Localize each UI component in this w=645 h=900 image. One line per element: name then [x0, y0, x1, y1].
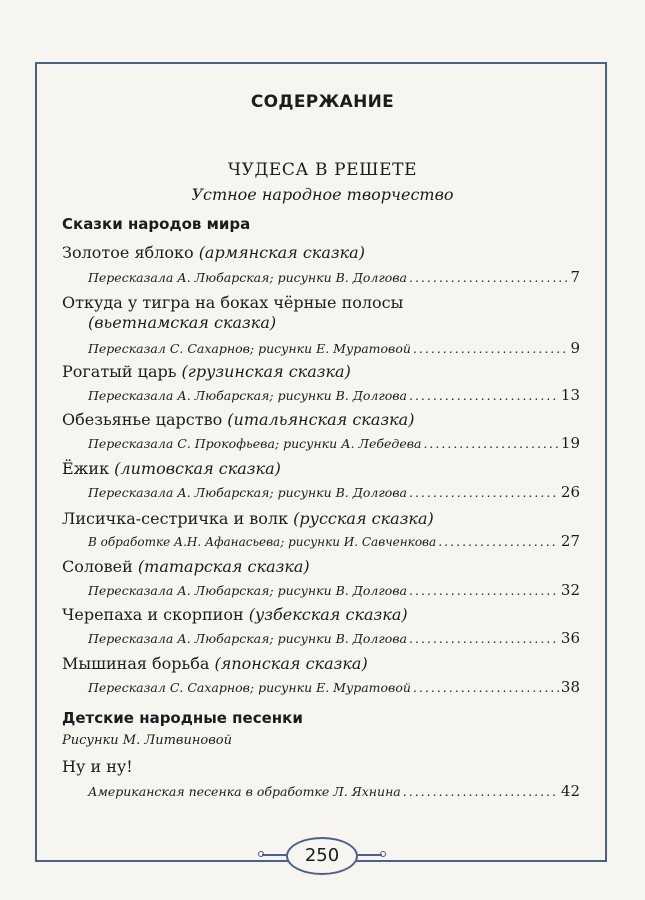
entry-title-text: Откуда у тигра на боках чёрные полосы [62, 293, 404, 312]
entry-title-text: Обезьянье царство [62, 410, 223, 429]
leader-dots [403, 784, 559, 799]
entry-title-text: Рогатый царь [62, 362, 177, 381]
entry-title-text: Лисичка-сестричка и волк [62, 509, 289, 528]
toc-entry-note-line [88, 313, 276, 332]
entry-title-text: Ёжик [62, 459, 110, 478]
leader-dots [409, 583, 559, 598]
entry-title-text: Соловей [62, 557, 133, 576]
page-ref: 7 [570, 268, 580, 286]
entry-title-text: Ну и ну! [62, 757, 133, 776]
toc-heading: СОДЕРЖАНИЕ [250, 92, 395, 112]
leader-dots [438, 534, 559, 549]
toc-entry-credit [88, 532, 580, 550]
entry-note: (вьетнамская сказка) [88, 313, 277, 332]
toc-entry-credit [88, 782, 580, 800]
credit-text: Пересказал С. Сахарнов; рисунки Е. Муратовой [88, 341, 411, 356]
page-ref: 19 [560, 434, 580, 452]
page-ref: 9 [570, 339, 580, 357]
page-ref: 13 [560, 386, 580, 404]
leader-dots [409, 631, 559, 646]
section-heading-songs: Детские народные песенки [62, 709, 303, 727]
page-ref: 38 [560, 678, 580, 696]
toc-entry-title[interactable] [62, 654, 368, 673]
entry-title-text: Золотое яблоко [62, 243, 194, 262]
leader-dots [413, 680, 559, 695]
credit-text: Пересказала А. Любарская; рисунки В. Долгова [88, 583, 407, 598]
toc-entry-title[interactable] [62, 410, 414, 429]
toc-entry-credit [88, 268, 580, 286]
toc-entry-title[interactable] [62, 757, 133, 776]
toc-entry-title[interactable] [62, 293, 403, 312]
toc-entry-credit [88, 339, 580, 357]
toc-entry-title[interactable] [62, 459, 281, 478]
toc-entry-credit [88, 581, 580, 599]
toc-entry-credit [88, 678, 580, 696]
toc-entry-title[interactable] [62, 243, 365, 262]
page-ref: 36 [560, 629, 580, 647]
section-heading-fairy-tales: Сказки народов мира [62, 215, 251, 233]
entry-note: (русская сказка) [293, 509, 434, 528]
toc-entry-credit [88, 434, 580, 452]
leader-dots [423, 436, 558, 451]
page-ref: 27 [560, 532, 580, 550]
entry-note: (японская сказка) [214, 654, 368, 673]
page-ref: 26 [560, 483, 580, 501]
leader-dots [409, 270, 568, 285]
credit-text: Пересказал С. Сахарнов; рисунки Е. Муратовой [88, 680, 411, 695]
credit-text: Пересказала С. Прокофьева; рисунки А. Лебедева [88, 436, 422, 451]
credit-text: Американская песенка в обработке Л. Яхнина [88, 784, 401, 799]
leader-dots [413, 341, 569, 356]
page-ref: 32 [560, 581, 580, 599]
section-illustrator: Рисунки М. Литвиновой [62, 733, 232, 748]
book-title: ЧУДЕСА В РЕШЕТЕ [227, 160, 418, 180]
toc-entry-title[interactable] [62, 509, 434, 528]
toc-entry-credit [88, 483, 580, 501]
entry-note: (узбекская сказка) [248, 605, 408, 624]
entry-note: (грузинская сказка) [181, 362, 351, 381]
credit-text: Пересказала А. Любарская; рисунки В. Долгова [88, 388, 407, 403]
toc-entry-title[interactable] [62, 557, 310, 576]
toc-entry-credit [88, 386, 580, 404]
toc-entry-title[interactable] [62, 605, 408, 624]
ornament-right-icon [358, 854, 382, 856]
credit-text: Пересказала А. Любарская; рисунки В. Долгова [88, 270, 407, 285]
entry-note: (татарская сказка) [137, 557, 310, 576]
credit-text: Пересказала А. Любарская; рисунки В. Долгова [88, 631, 407, 646]
entry-note: (литовская сказка) [114, 459, 281, 478]
page-number-badge [262, 837, 382, 877]
toc-entry-credit [88, 629, 580, 647]
entry-note: (армянская сказка) [198, 243, 365, 262]
entry-note: (итальянская сказка) [227, 410, 415, 429]
ornament-left-icon [262, 854, 286, 856]
leader-dots [409, 485, 559, 500]
leader-dots [409, 388, 559, 403]
credit-text: Пересказала А. Любарская; рисунки В. Долгова [88, 485, 407, 500]
credit-text: В обработке А.Н. Афанасьева; рисунки И. Савченкова [88, 535, 437, 549]
page-number: 250 [286, 837, 358, 875]
entry-title-text: Мышиная борьба [62, 654, 210, 673]
toc-entry-title[interactable] [62, 362, 351, 381]
page-ref: 42 [560, 782, 580, 800]
book-subtitle: Устное народное творчество [191, 185, 454, 204]
entry-title-text: Черепаха и скорпион [62, 605, 244, 624]
